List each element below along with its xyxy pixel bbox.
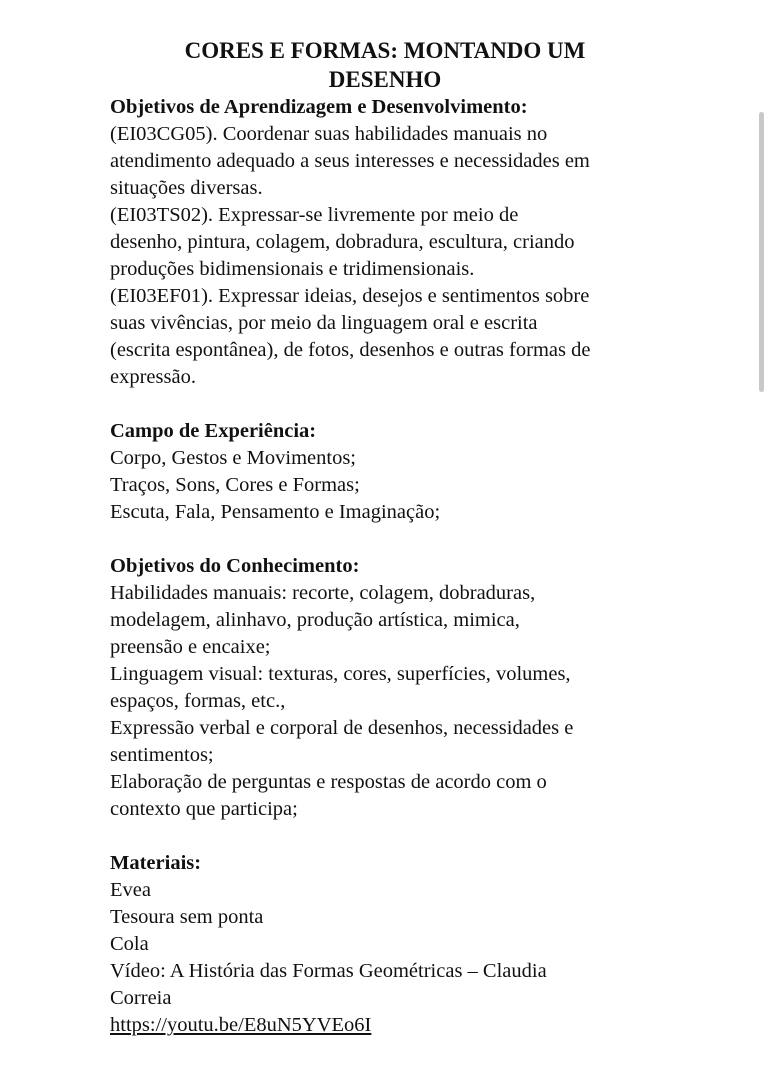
title-line: CORES E FORMAS: MONTANDO UM [184, 38, 586, 63]
section-heading-campo-experiencia: Campo de Experiência: [110, 420, 317, 442]
video-link[interactable]: https://youtu.be/E8uN5YVEo6I [110, 1014, 372, 1036]
text-line: produções bidimensionais e tridimensionais. [110, 258, 475, 280]
section-heading-materiais: Materiais: [110, 852, 202, 874]
text-line: (EI03TS02). Expressar-se livremente por meio de [110, 204, 519, 226]
text-line: Traços, Sons, Cores e Formas; [110, 474, 360, 496]
text-line: Expressão verbal e corporal de desenhos, necessidades e [110, 717, 574, 739]
text-line: Evea [110, 879, 151, 901]
text-line: desenho, pintura, colagem, dobradura, escultura, criando [110, 231, 575, 253]
paragraph-gap [110, 391, 670, 418]
text-line: (escrita espontânea), de fotos, desenhos e outras formas de [110, 339, 591, 361]
text-line: modelagem, alinhavo, produção artística, mimica, [110, 609, 520, 631]
text-line: atendimento adequado a seus interesses e necessidades em [110, 150, 590, 172]
text-line: contexto que participa; [110, 798, 298, 820]
text-line: Escuta, Fala, Pensamento e Imaginação; [110, 501, 441, 523]
text-line: Tesoura sem ponta [110, 906, 264, 928]
title-line: DESENHO [328, 67, 442, 92]
text-line: Elaboração de perguntas e respostas de acordo com o [110, 771, 547, 793]
document-page [110, 36, 670, 1039]
text-line: sentimentos; [110, 744, 214, 766]
text-line: expressão. [110, 366, 196, 388]
text-line: (EI03CG05). Coordenar suas habilidades manuais no [110, 123, 548, 145]
text-line: situações diversas. [110, 177, 263, 199]
text-line: Linguagem visual: texturas, cores, superfícies, volumes, [110, 663, 571, 685]
text-line: Correia [110, 987, 172, 1009]
text-line: espaços, formas, etc., [110, 690, 286, 712]
text-line: preensão e encaixe; [110, 636, 271, 658]
scrollbar[interactable] [759, 112, 764, 392]
text-line: Habilidades manuais: recorte, colagem, dobraduras, [110, 582, 536, 604]
text-line: Cola [110, 933, 149, 955]
paragraph-gap [110, 526, 670, 553]
text-line: suas vivências, por meio da linguagem oral e escrita [110, 312, 538, 334]
section-heading-objetivos-aprendizagem: Objetivos de Aprendizagem e Desenvolvimento: [110, 96, 528, 118]
document-body [110, 94, 670, 1039]
text-line: (EI03EF01). Expressar ideias, desejos e sentimentos sobre [110, 285, 590, 307]
document-title [96, 36, 674, 94]
paragraph-gap [110, 823, 670, 850]
text-line: Corpo, Gestos e Movimentos; [110, 447, 356, 469]
text-line: Vídeo: A História das Formas Geométricas – Claudia [110, 960, 547, 982]
section-heading-objetivos-conhecimento: Objetivos do Conhecimento: [110, 555, 360, 577]
